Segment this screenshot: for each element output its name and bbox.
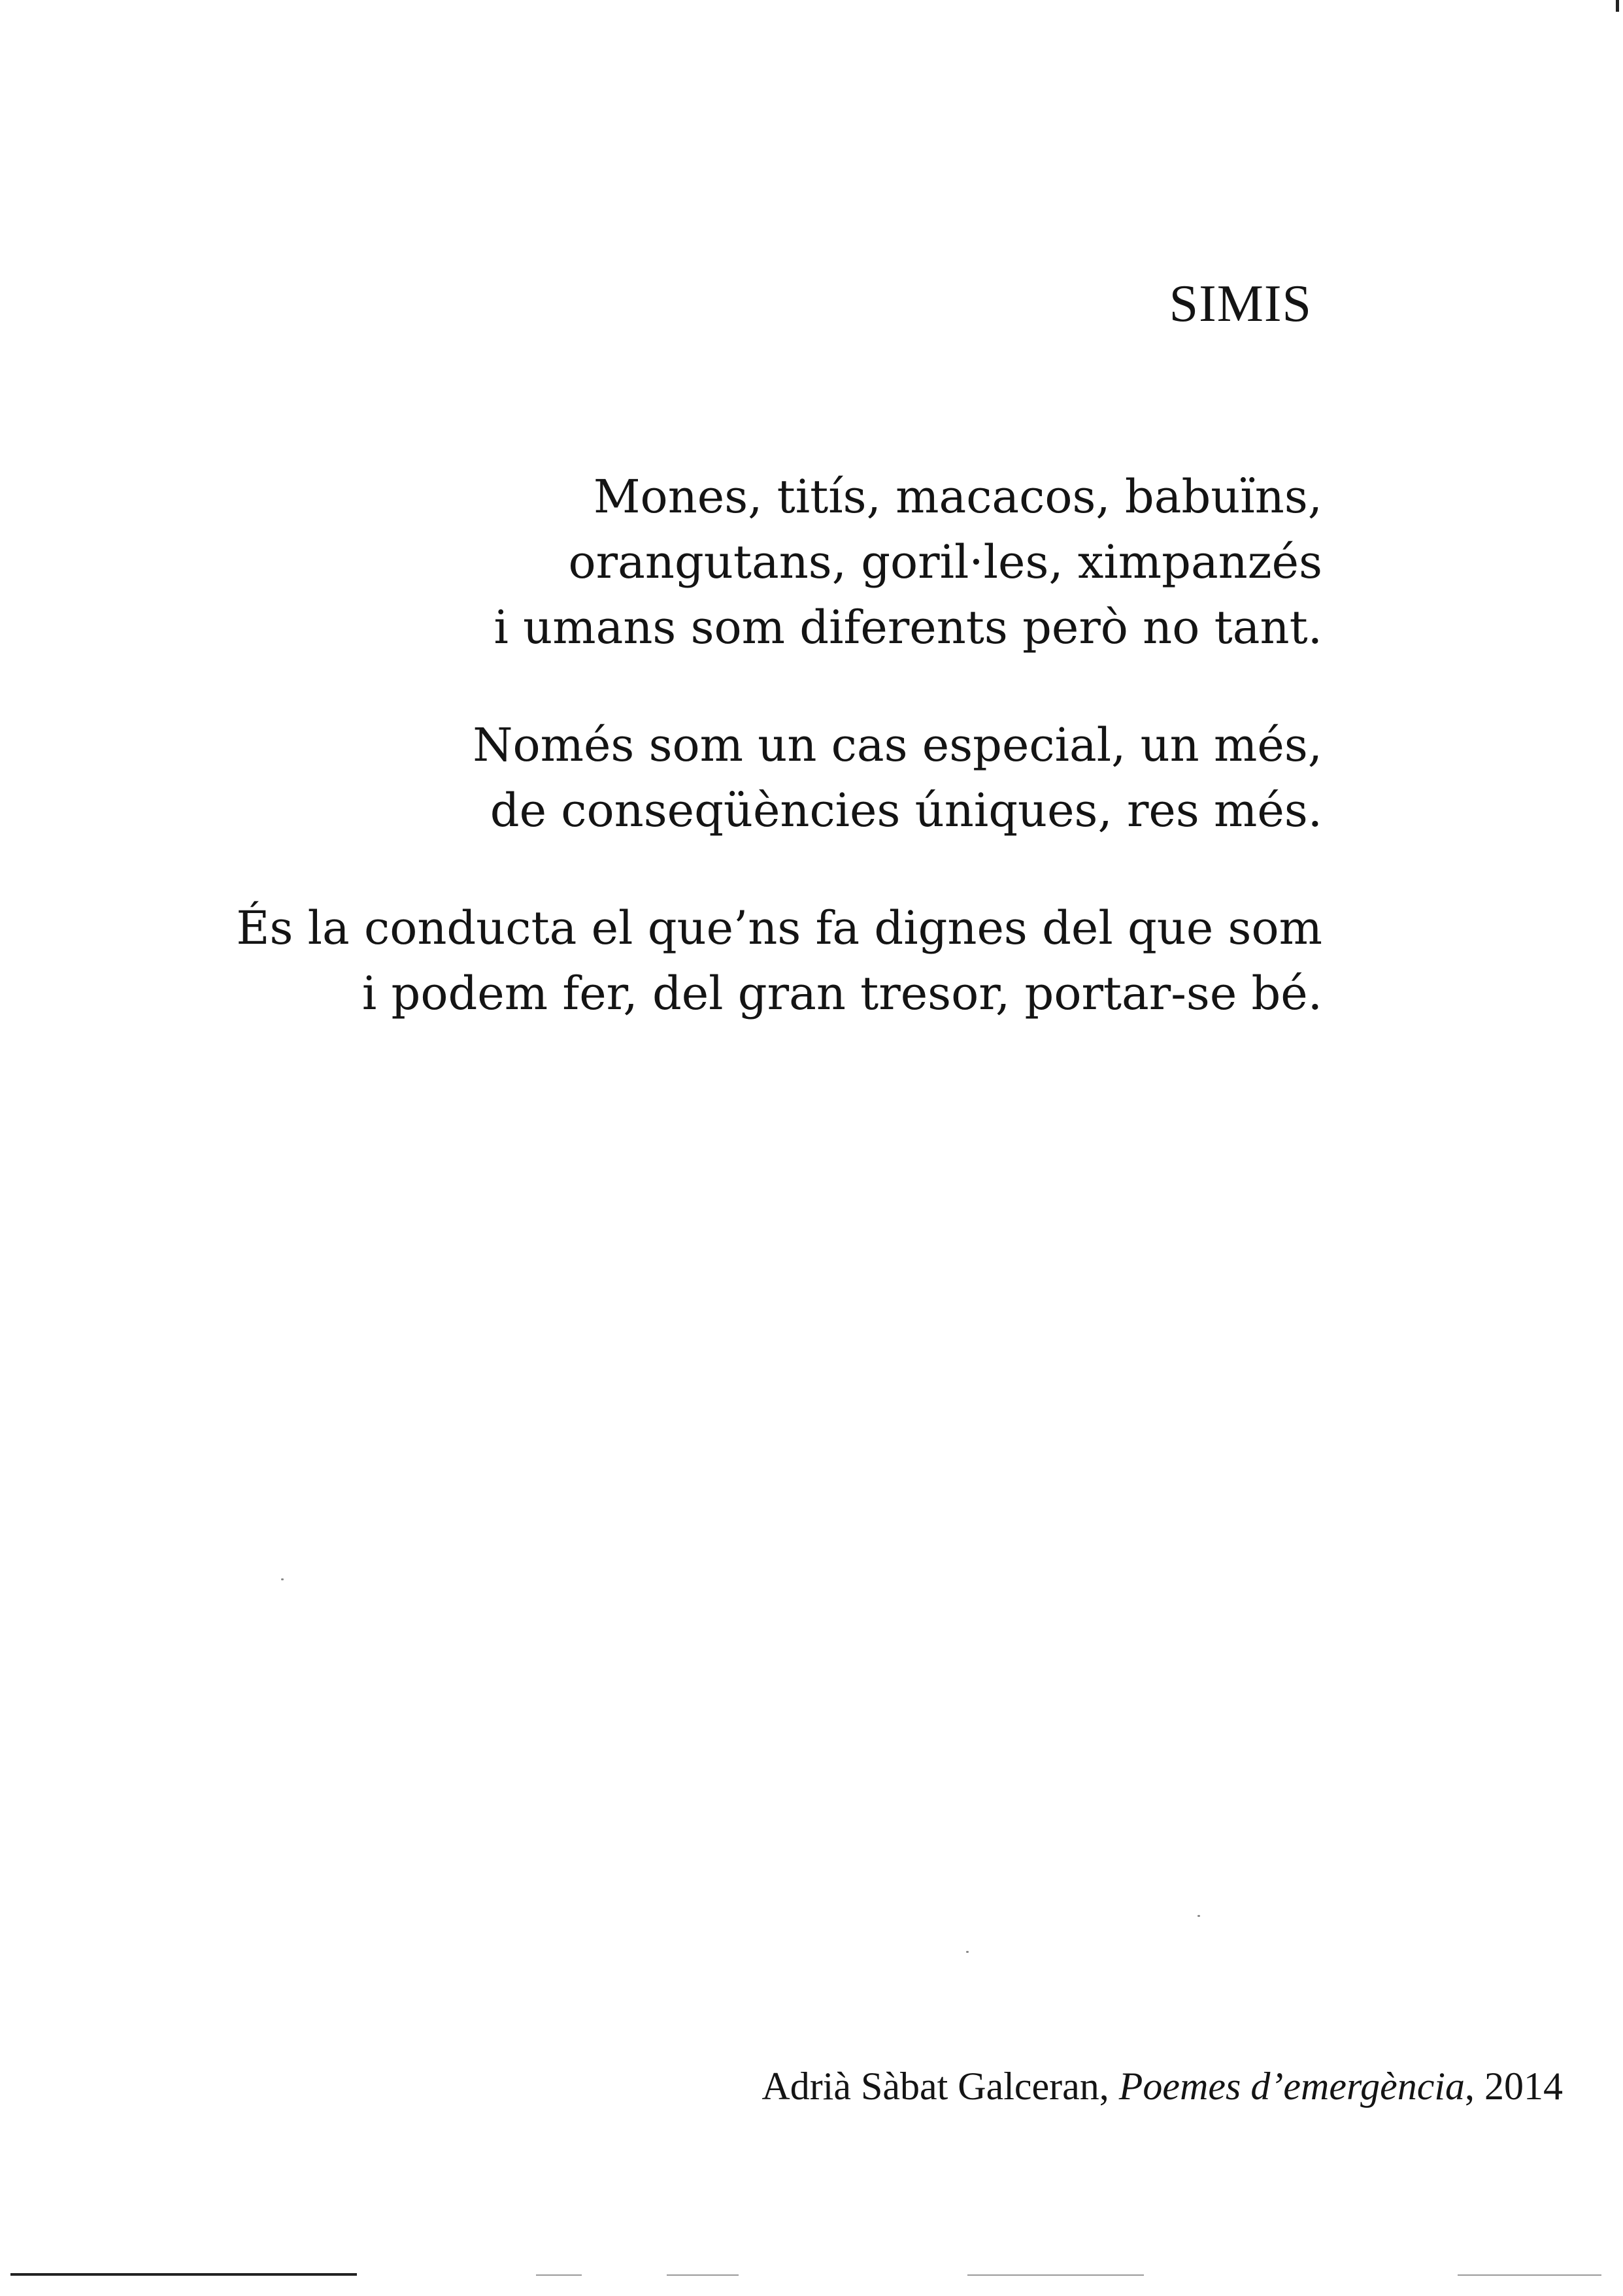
scan-speck [281, 1578, 284, 1580]
poem-line: És la conducta el que’ns fa dignes del que som [236, 901, 1322, 955]
poem-line: Mones, titís, macacos, babuïns, [593, 470, 1322, 524]
stanza-2 [473, 712, 1322, 843]
poem-line: i umans som diferents però no tant. [494, 601, 1322, 654]
poem-line: i podem fer, del gran tresor, portar-se bé. [361, 967, 1322, 1020]
stanza-1 [494, 464, 1323, 660]
poem-line: orangutans, goril·les, ximpanzés [568, 535, 1322, 589]
stanza-3 [236, 895, 1322, 1026]
source-citation [761, 2067, 1563, 2106]
scan-edge-dash [667, 2274, 739, 2276]
scan-edge-dash [967, 2274, 1144, 2276]
scan-speck [966, 1951, 969, 1953]
scan-speck [1197, 1915, 1200, 1917]
citation-author: Adrià Sàbat Galceran, [761, 2065, 1109, 2108]
scan-edge-dash [1458, 2274, 1601, 2276]
citation-book-title: Poemes d’emergència [1118, 2065, 1465, 2108]
scan-edge-line [10, 2273, 357, 2276]
citation-year: , 2014 [1465, 2065, 1563, 2108]
scan-edge-dash [536, 2274, 582, 2276]
poem-title: SIMIS [1169, 275, 1312, 333]
poem-line: de conseqüències úniques, res més. [490, 784, 1322, 837]
scan-mark [1616, 0, 1619, 12]
poem-line: Només som un cas especial, un més, [473, 718, 1322, 772]
